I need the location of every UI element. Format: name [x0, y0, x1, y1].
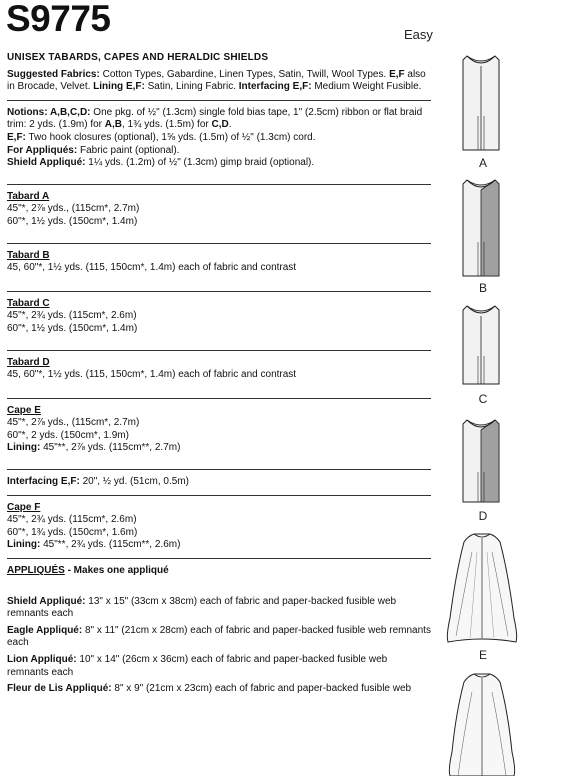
yardage-line: 45, 60"*, 1½ yds. (115, 150cm*, 1.4m) each of fabric and contrast — [7, 262, 297, 274]
interfacing-text: Medium Weight Fusible. — [311, 81, 422, 93]
view-label-d: D — [478, 509, 488, 523]
pattern-number: S9775 — [6, 0, 111, 39]
applique-label: Shield Appliqué: — [7, 595, 86, 607]
lining-text: 45"**, 2¾ yds. (115cm**, 2.6m) — [40, 539, 181, 551]
applique-item — [7, 683, 431, 696]
tabard-b-block — [7, 250, 431, 275]
cape-e-block — [7, 405, 431, 455]
divider — [7, 243, 431, 244]
fabrics-ef-label: E,F — [389, 68, 405, 80]
applique-label: Eagle Appliqué: — [7, 624, 83, 636]
pattern-title: UNISEX TABARDS, CAPES AND HERALDIC SHIELDS — [7, 52, 269, 63]
cape-f-title: Cape F — [7, 501, 41, 513]
tabard-a-block — [7, 191, 431, 229]
lining-text: Satin, Lining Fabric. — [144, 81, 239, 93]
divider — [7, 291, 431, 292]
suggested-fabrics — [7, 69, 431, 94]
view-label-e: E — [478, 648, 487, 662]
appliques-subtitle: - Makes one appliqué — [64, 565, 169, 577]
cape-e-title: Cape E — [7, 404, 41, 416]
tabard-a-title: Tabard A — [7, 190, 50, 202]
notions-cd: C,D — [211, 119, 229, 131]
yardage-line: 45"*, 2¾ yds. (115cm*, 2.6m) — [7, 310, 137, 322]
tabard-c-drawing — [459, 304, 503, 386]
cape-f-drawing — [446, 672, 518, 776]
divider — [7, 495, 431, 496]
notions-text-3: . — [228, 119, 232, 131]
yardage-line: 60"*, 1¾ yds. (150cm*, 1.6m) — [7, 526, 138, 538]
notions — [7, 107, 431, 132]
fabrics-text-2: also in Brocade, Velvet. — [7, 68, 426, 93]
applique-item — [7, 654, 431, 679]
divider — [7, 184, 431, 185]
lining-label: Lining E,F: — [93, 81, 145, 93]
tabard-a-drawing — [459, 54, 503, 152]
divider — [7, 558, 431, 559]
notions-ef-label: E,F: — [7, 131, 26, 143]
yardage-line: 45, 60"*, 1½ yds. (115, 150cm*, 1.4m) each of fabric and contrast — [7, 369, 297, 381]
tabard-d-drawing — [459, 418, 503, 504]
yardage-line: 45"*, 2⅞ yds., (115cm*, 2.7m) — [7, 417, 140, 429]
cape-f-block — [7, 502, 431, 552]
interfacing-label: Interfacing E,F: — [7, 476, 80, 488]
tabard-b-drawing — [459, 178, 503, 278]
notions-shield-text: 1¼ yds. (1.2m) of ½" (1.3cm) gimp braid (optional). — [85, 157, 315, 169]
applique-text: 8" x 9" (21cm x 23cm) each of fabric and paper-backed fusible web — [111, 683, 412, 695]
interfacing-text: 20", ½ yd. (51cm, 0.5m) — [79, 476, 189, 488]
notions-ef — [7, 132, 431, 145]
yardage-line: 45"*, 2¾ yds. (115cm*, 2.6m) — [7, 514, 137, 526]
notions-text: One pkg. of ½" (1.3cm) single fold bias tape, 1" (2.5cm) ribbon or flat braid trim: 2 yds. (1.9m) for — [7, 106, 423, 131]
notions-text-2: , 1¾ yds. (1.5m) for — [122, 119, 212, 131]
appliques-heading — [7, 565, 431, 578]
tabard-d-title: Tabard D — [7, 356, 50, 368]
applique-label: Lion Appliqué: — [7, 654, 77, 665]
view-label-c: C — [478, 392, 488, 406]
notions-ef-text: Two hook closures (optional), 1⅝ yds. (1.5m) of ½" (1.3cm) cord. — [25, 131, 316, 143]
pattern-requirements — [7, 52, 431, 700]
divider — [7, 350, 431, 351]
lining-text: 45"**, 2⅞ yds. (115cm**, 2.7m) — [40, 442, 181, 454]
notions-ab: A,B — [104, 119, 123, 131]
notions-label: Notions: A,B,C,D: — [7, 106, 91, 118]
view-illustrations — [440, 40, 540, 775]
notions-appliques-text: Fabric paint (optional). — [77, 144, 180, 156]
applique-text: 8" x 11" (21cm x 28cm) each of fabric and paper-backed fusible web remnants each — [7, 624, 431, 649]
notions-shield-label: Shield Appliqué: — [7, 157, 86, 169]
applique-item — [7, 625, 431, 650]
yardage-line: 60"*, 1½ yds. (150cm*, 1.4m) — [7, 215, 138, 227]
interfacing-label: Interfacing E,F: — [238, 81, 312, 93]
notions-appliques — [7, 145, 431, 158]
cape-e-drawing — [444, 532, 520, 644]
applique-text: 13" x 15" (33cm x 38cm) each of fabric and paper-backed fusible web remnants each — [7, 595, 397, 620]
appliques-title: APPLIQUÉS — [7, 565, 65, 577]
view-label-a: A — [478, 156, 487, 170]
divider — [7, 100, 431, 101]
tabard-d-block — [7, 357, 431, 382]
yardage-line: 60"*, 2 yds. (150cm*, 1.9m) — [7, 429, 129, 441]
lining-label: Lining: — [7, 539, 41, 551]
yardage-line: 45"*, 2⅞ yds., (115cm*, 2.7m) — [7, 203, 140, 215]
tabard-c-block — [7, 298, 431, 336]
view-label-b: B — [478, 281, 487, 295]
applique-label: Fleur de Lis Appliqué: — [7, 683, 112, 695]
lining-line — [7, 539, 431, 552]
divider — [7, 469, 431, 470]
tabard-b-title: Tabard B — [7, 249, 50, 261]
divider — [7, 398, 431, 399]
yardage-line: 60"*, 1½ yds. (150cm*, 1.4m) — [7, 322, 138, 334]
appliques-section — [7, 565, 431, 696]
difficulty-label: Easy — [404, 27, 433, 42]
interfacing-line — [7, 476, 431, 489]
tabard-c-title: Tabard C — [7, 297, 50, 309]
notions-shield — [7, 157, 431, 170]
fabrics-text: Cotton Types, Gabardine, Linen Types, Satin, Twill, Wool Types. — [99, 68, 390, 80]
lining-label: Lining: — [7, 442, 41, 454]
notions-appliques-label: For Appliqués: — [7, 144, 78, 156]
applique-item — [7, 596, 431, 621]
applique-text: 10" x 14" (26cm x 36cm) each of fabric and paper-backed fusible web remnants each — [7, 654, 388, 678]
fabrics-label: Suggested Fabrics: — [7, 68, 100, 80]
lining-line — [7, 442, 431, 455]
